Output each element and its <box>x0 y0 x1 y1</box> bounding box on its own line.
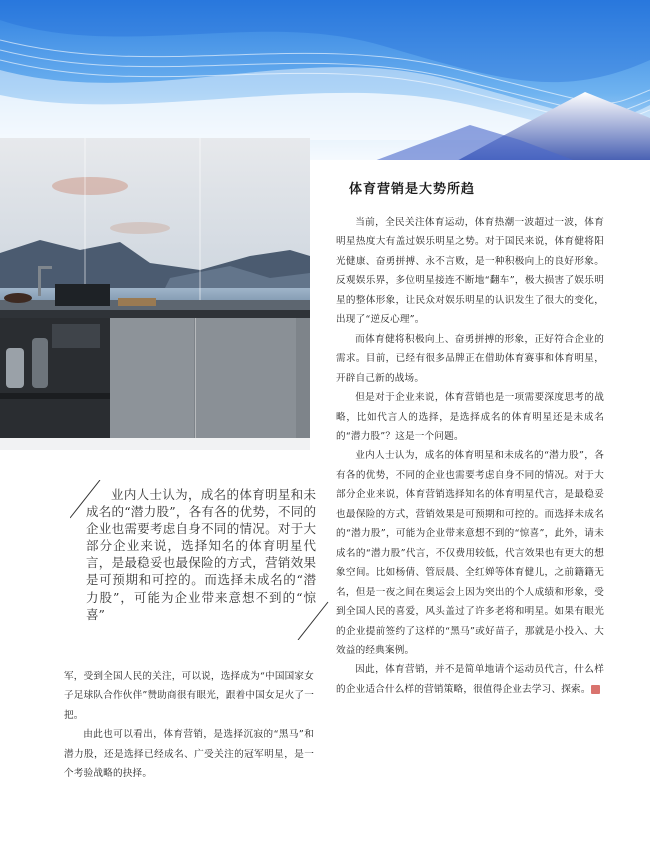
pull-quote <box>86 486 316 623</box>
kitchen-photo <box>0 138 310 450</box>
body-paragraph-text: 因此，体育营销，并不是简单地请个运动员代言，什么样的企业适合什么样的营销策略，很值得企业去学习、探索。 <box>336 664 604 695</box>
body-paragraph: 而体育健将积极向上、奋勇拼搏的形象，正好符合企业的需求。目前，已经有很多品牌正在借助体育赛事和体育明星，开辟自己新的战场。 <box>336 333 604 384</box>
pull-quote-box <box>70 480 330 640</box>
body-paragraph: 但是对于企业来说，体育营销也是一项需要深度思考的战略，比如代言人的选择，是选择成名的体育明星还是未成名的“潜力股”？这是一个问题。 <box>336 392 604 442</box>
pull-quote-text: 业内人士认为，成名的体育明星和未成名的“潜力股”，各有各的优势，不同的企业也需要考虑自身不同的情况。对于大部分企业来说，选择知名的体育明星代言，是最稳妥也最保险的方式，营销效果是可预期和可控的。而选择未成名的“潜力股”，可能为企业带来意想不到的“惊喜” <box>86 487 316 622</box>
body-paragraph <box>336 660 618 699</box>
left-column <box>64 667 314 784</box>
body-paragraph: 军，受到全国人民的关注，可以说，选择成为“中国国家女子足球队合作伙伴”赞助商很有眼光，跟着中国女足火了一把。 <box>64 671 314 721</box>
end-mark: 图 <box>591 685 600 694</box>
body-paragraph: 由此也可以看出，体育营销，是选择沉寂的“黑马”和潜力股，还是选择已经成名、广受关注的冠军明星，是一个考验战略的抉择。 <box>64 729 314 780</box>
body-paragraph: 当前，全民关注体育运动，体育热潮一波超过一波，体育明星热度大有盖过娱乐明星之势。对于国民来说，体育健将阳光健康、奋勇拼搏、永不言败，是一种积极向上的良好形象。反观娱乐界，多位明星接连不断地“翻车”，极大损害了娱乐明星的整体形象，让民众对娱乐明星的认识发生了很大的变化，出现了“逆反心理”。 <box>336 217 604 326</box>
section-heading: 体育营销是大势所趋 <box>349 182 476 197</box>
body-paragraph: 业内人士认为，成名的体育明星和未成名的“潜力股”，各有各的优势，不同的企业也需要考虑自身不同的情况。对于大部分企业来说，体育营销选择知名的体育明星代言，是最稳妥也最保险的方式，营销效果是可预期和可控的。而选择未成名的“潜力股”，可能为企业带来意想不到的“惊喜”，此外，请未成名的“潜力股”代言，不仅费用较低，代言效果也有更大的想象空间。比如杨倩、管辰晨、全红婵等体育健儿，之前籍籍无名，但是一夜之间在奥运会上因为突出的个人成绩和形象，受到全国人民的喜爱，风头盖过了许多老将和明星。如果有眼光的企业提前签约了这样的“黑马”或好苗子，那就是小投入、大效益的经典案例。 <box>336 450 604 656</box>
right-column <box>336 213 618 699</box>
kitchen-graphic <box>0 138 310 450</box>
